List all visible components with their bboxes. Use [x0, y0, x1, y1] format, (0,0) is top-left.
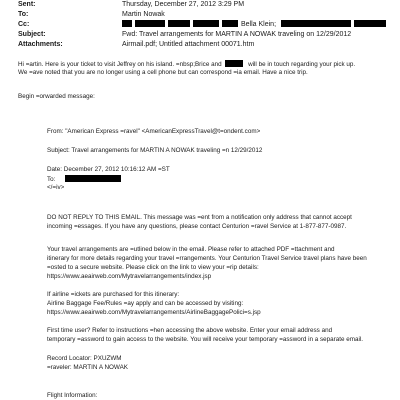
redaction-block: [122, 20, 132, 27]
subject-label: Subject:: [18, 31, 46, 38]
to-label: To:: [18, 11, 29, 18]
redaction-block: [168, 20, 190, 27]
redaction-block: [281, 20, 351, 27]
record-locator: Record Locator: PXUZWM: [47, 355, 122, 362]
forwarded-to-line: [47, 175, 124, 184]
forwarded-to-label: To:: [47, 176, 56, 183]
greeting-text-a: Hi =artin. Here is your ticket to visit Jeffrey on his island. =nbsp;Brice and: [18, 61, 222, 68]
cc-value: [122, 20, 389, 30]
subject-value: Fwd: Travel arrangements for MARTIN A NOWAK traveling on 12/29/2012: [122, 31, 352, 38]
body-line-2: We =ave noted that you are no longer using a cell phone but can correspond =ia email. Have a nice trip.: [18, 69, 308, 76]
forwarded-date: Date: December 27, 2012 10:16:12 AM =ST: [47, 166, 170, 173]
attachments-value[interactable]: Airmail.pdf; Untitled attachment 00071.htm: [122, 41, 255, 48]
sent-label: Sent:: [18, 1, 36, 8]
redaction-block: [65, 175, 121, 182]
forward-marker: Begin =orwarded message:: [18, 93, 95, 100]
cc-visible-name: Bella Klein;: [241, 21, 277, 28]
airline-line-2: Airline Baggage Fee/Rules =ay apply and can be accessed by visiting:: [47, 300, 244, 307]
redaction-block: [193, 20, 219, 27]
travel-link[interactable]: https://www.aeairweb.com/Mytravelarrangements/index.jsp: [47, 273, 212, 280]
redaction-block: [225, 60, 243, 67]
first-time-line-2: temporary =assword to gain access to the website. You will receive your temporary =assword in a separate email.: [47, 336, 364, 343]
airline-link[interactable]: https://www.aeairweb.com/Mytravelarrangements/AirlineBaggagePolici=s.jsp: [47, 309, 261, 316]
flight-info-heading: Flight Information:: [47, 392, 98, 399]
forwarded-from: From: "American Express =ravel" <AmericanExpressTravel@t=ondent.com>: [47, 128, 261, 135]
traveler-line: =raveler: MARTIN A NOWAK: [47, 364, 129, 371]
redaction-block: [354, 20, 386, 27]
greeting-text-b: will be in touch regarding your pick up.: [248, 61, 356, 68]
travel-line-1: Your travel arrangements are =utlined below in the email. Please refer to attached PDF =ttachment and: [47, 246, 335, 253]
first-time-line-1: First time user? Refer to instructions =hen accessing the above website. Enter your email address and: [47, 327, 333, 334]
redaction-block: [222, 20, 238, 27]
to-value: Martin Nowak: [122, 11, 165, 18]
div-close: </=iv>: [47, 184, 65, 191]
redaction-block: [135, 20, 165, 27]
cc-label: Cc:: [18, 21, 30, 28]
sent-value: Thursday, December 27, 2012 3:29 PM: [122, 1, 245, 8]
attachments-label: Attachments:: [18, 41, 63, 48]
notice-line-1: DO NOT REPLY TO THIS EMAIL. This message was =ent from a notification only address that cannot accept: [47, 214, 352, 221]
travel-line-2: itinerary for more details regarding your travel =rrangements. Your Centurion Travel Service travel plans have been: [47, 255, 367, 262]
notice-line-2: incoming =essages. If you have any questions, please contact Centurion =ravel Service at 1-877-877-0987.: [47, 223, 347, 230]
forwarded-subject: Subject: Travel arrangements for MARTIN A NOWAK traveling =n 12/29/2012: [47, 147, 263, 154]
greeting-line: [18, 60, 355, 69]
airline-line-1: If airline =ickets are purchased for this itinerary:: [47, 291, 180, 298]
travel-line-3: =osted to a secure website. Please click on the link to view your =rip details:: [47, 264, 259, 271]
